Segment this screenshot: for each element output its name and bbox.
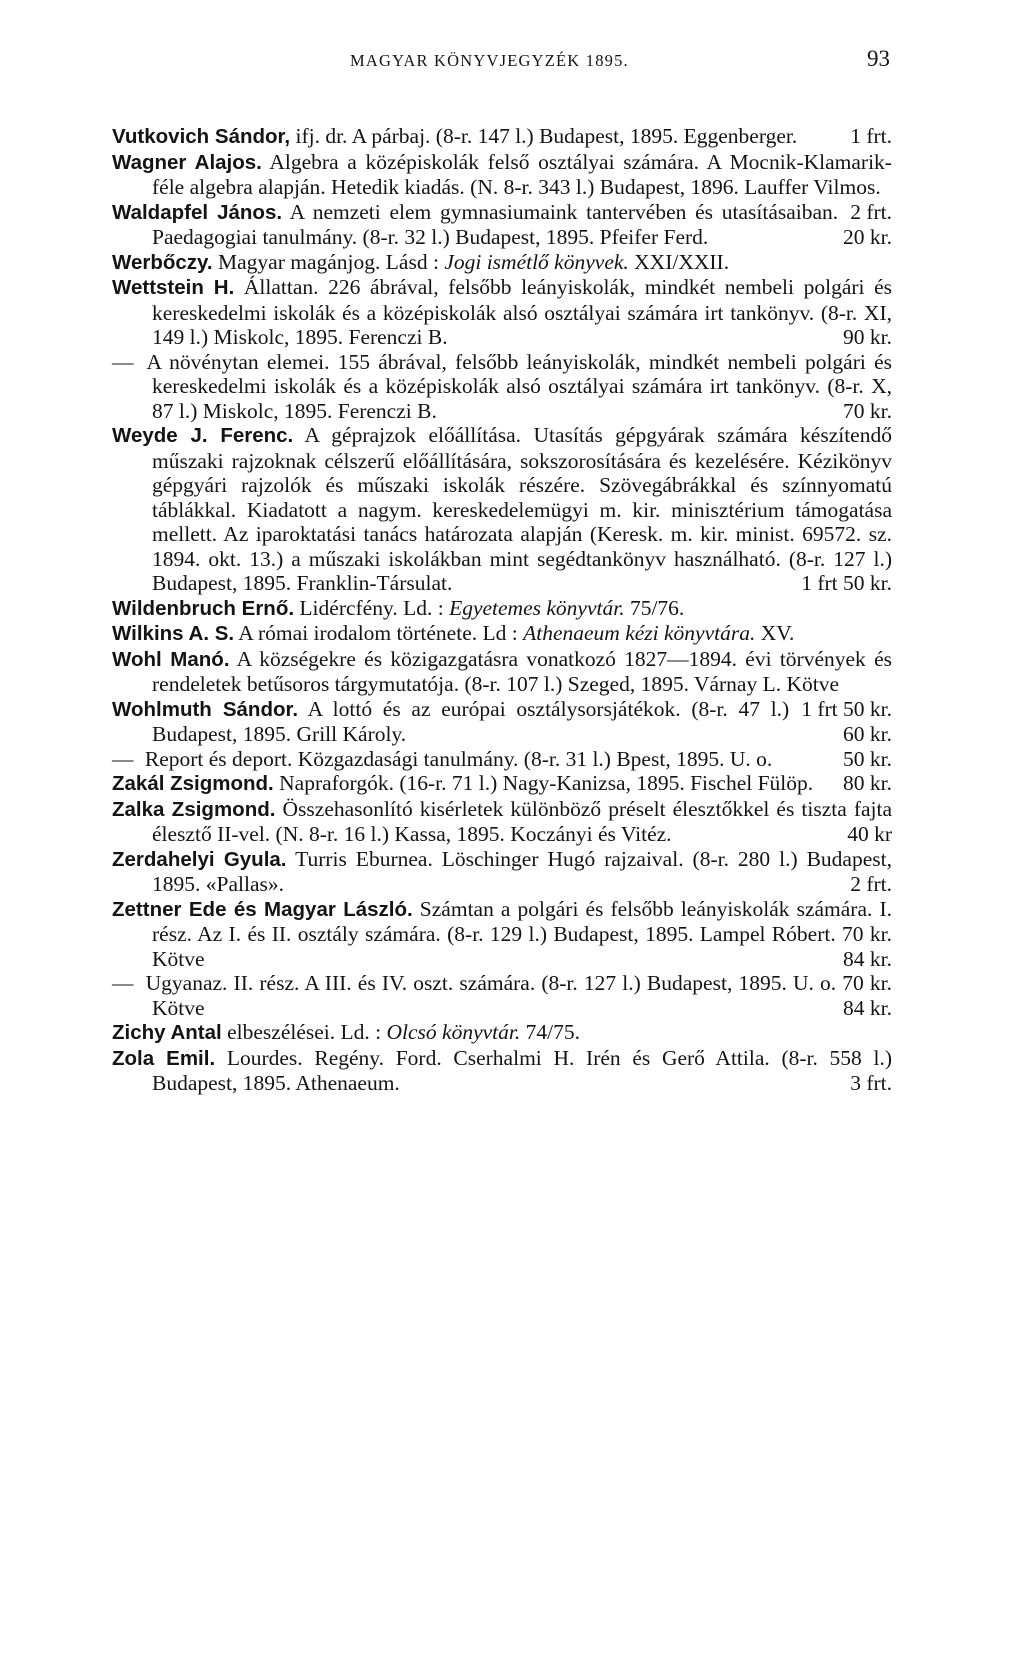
entry-price: 1 frt 50 kr. (801, 696, 892, 721)
entry-text-after: 74/75. (525, 1020, 580, 1044)
entry-price: 1 frt 50 kr. (801, 571, 892, 595)
entry-author: Zakál Zsigmond. (112, 772, 274, 795)
entry-text: Magyar magánjog. Lásd : (218, 249, 439, 274)
entry-dash: — (112, 349, 134, 374)
entry-dash: — (112, 971, 134, 995)
entry-price: 60 kr. (843, 722, 892, 746)
entry-text: Összehasonlító kisérletek különböző préselt élesztőkkel és tiszta fajta élesztő II-vel. (N. 8-r. 16 l.) Kassa, 1895. Koczányi és Vitéz. (152, 796, 893, 846)
entry-dash: — (112, 746, 134, 771)
catalogue-entry (112, 971, 892, 1020)
catalogue-entry (112, 897, 892, 972)
entry-text: elbeszélései. Ld. : (227, 1020, 382, 1044)
entry-author: Werbőczy. (112, 250, 213, 274)
entry-author: Zola Emil. (112, 1046, 216, 1070)
entry-text: A római irodalom története. Ld : (238, 621, 518, 645)
catalogue-entry (112, 747, 892, 772)
entry-author: Zettner Ede és Magyar László. (112, 897, 413, 921)
entry-text: Lourdes. Regény. Ford. Cserhalmi H. Irén és Gerő Attila. (8-r. 558 l.) Budapest, 1895. Athenaeum. (152, 1045, 893, 1095)
entry-price: 84 kr. (843, 995, 892, 1020)
entry-text: A géprajzok előállítása. Utasítás gépgyárak számára készítendő műszaki rajzoknak célszerű előállítására, sokszorosítására és kezelésére. Kézikönyv gépgyári rajzolók és műszaki iskolák részére. Szövegábrákkal és színnyomatú táblákkal. Kiadatott a nagym. kereskedelemügyi m. kir. minisztérium támogatása mellett. Az iparoktatási tanács határozata alapján (Keresk. m. kir. minist. 69572. sz. 1894. okt. 13.) a műszaki iskolákban mint segédtankönyv használható. (8-r. 127 l.) Budapest, 1895. Franklin-Társulat. (152, 423, 892, 595)
catalogue-entry (112, 596, 892, 622)
catalogue-entry (112, 350, 892, 424)
entry-price: 40 kr (847, 822, 892, 846)
entry-text: Napraforgók. (16-r. 71 l.) Nagy-Kanizsa, 1895. Fischel Fülöp. (279, 771, 814, 795)
entry-price: 90 kr. (843, 325, 892, 349)
catalogue-entry (112, 847, 892, 897)
running-title: MAGYAR KÖNYVJEGYZÉK 1895. (350, 51, 629, 70)
catalogue-entry (112, 200, 892, 250)
catalogue-entry (112, 621, 892, 647)
entry-text: Report és deport. Közgazdasági tanulmány. (8-r. 31 l.) Bpest, 1895. U. o. (144, 746, 773, 771)
catalogue-entries (112, 124, 892, 1096)
entry-price: 3 frt. (850, 1071, 892, 1095)
entry-author: Weyde J. Ferenc. (112, 424, 294, 447)
entry-series: Athenaeum kézi könyvtára. (523, 621, 756, 645)
entry-price: 20 kr. (843, 225, 892, 249)
entry-author: Vutkovich Sándor, (112, 125, 291, 148)
entry-author: Zichy Antal (112, 1021, 222, 1044)
catalogue-entry (112, 697, 892, 747)
entry-author: Zalka Zsigmond. (112, 797, 276, 821)
entry-text: A lottó és az európai osztálysorsjátékok. (8-r. 47 l.) Budapest, 1895. Grill Károly. (152, 696, 790, 746)
catalogue-entry (112, 423, 892, 596)
entry-series: Olcsó könyvtár. (386, 1020, 521, 1044)
page-header (350, 46, 890, 72)
entry-text-after: XV. (760, 621, 795, 645)
entry-text-after: 75/76. (629, 595, 685, 620)
entry-text-after: XXI/XXII. (634, 249, 730, 274)
entry-price: 70 kr. (843, 398, 892, 423)
entry-price: 84 kr. (843, 946, 892, 971)
entry-author: Wohl Manó. (112, 647, 230, 671)
entry-text: Állattan. 226 ábrával, felsőbb leányiskolák, mindkét nembeli polgári és kereskedelmi iskolák és a középiskolák alsó osztályai számára irt tankönyv. (8-r. XI, 149 l.) Miskolc, 1895. Ferenczi B. (152, 275, 892, 349)
entry-price: 1 frt. (850, 124, 892, 148)
entry-text: Ugyanaz. II. rész. A III. és IV. oszt. számára. (8-r. 127 l.) Budapest, 1895. U. o. 70 kr. Kötve (145, 971, 892, 1020)
entry-text: ifj. dr. A párbaj. (8-r. 147 l.) Budapest, 1895. Eggenberger. (295, 124, 798, 148)
entry-text: A községekre és közigazgatásra vonatkozó 1827—1894. évi törvények és rendeletek betűsoros tárgymutatója. (8-r. 107 l.) Szeged, 1895. Várnay L. Kötve (152, 646, 892, 696)
entry-text: Algebra a középiskolák felső osztályai számára. A Mocnik-Klamarik-féle algebra alapján. Hetedik kiadás. (N. 8-r. 343 l.) Budapest, 1896. Lauffer Vilmos. (152, 149, 892, 199)
catalogue-entry (112, 250, 892, 276)
entry-author: Wohlmuth Sándor. (112, 697, 299, 721)
entry-series: Jogi ismétlő könyvek. (444, 249, 629, 274)
catalogue-entry (112, 771, 892, 797)
entry-author: Wilkins A. S. (112, 622, 235, 645)
entry-author: Wagner Alajos. (112, 150, 262, 174)
entry-price: 2 frt. (850, 199, 892, 224)
entry-price: 50 kr. (843, 746, 892, 771)
entry-author: Zerdahelyi Gyula. (112, 847, 287, 871)
entry-text: A nemzeti elem gymnasiumaink tantervében és utasításaiban. Paedagogiai tanulmány. (8-r. 32 l.) Budapest, 1895. Pfeifer Ferd. (152, 199, 839, 249)
entry-text: Turris Eburnea. Löschinger Hugó rajzaival. (8-r. 280 l.) Budapest, 1895. «Pallas». (152, 846, 892, 896)
entry-author: Wettstein H. (112, 276, 235, 299)
entry-author: Wildenbruch Ernő. (112, 596, 295, 620)
entry-text: A növénytan elemei. 155 ábrával, felsőbb leányiskolák, mindkét nembeli polgári és kereskedelmi iskolák és a középiskolák alsó osztályai számára irt tankönyv. (8-r. X, 87 l.) Miskolc, 1895. Ferenczi B. (146, 349, 892, 423)
catalogue-entry (112, 1046, 892, 1096)
entry-text: Lidércfény. Ld. : (299, 595, 444, 620)
entry-text: Számtan a polgári és felsőbb leányiskolák számára. I. rész. Az I. és II. osztály számára. (8-r. 129 l.) Budapest, 1895. Lampel Róbert. 70 kr. Kötve (152, 896, 892, 971)
catalogue-entry (112, 275, 892, 350)
entry-author: Waldapfel János. (112, 200, 283, 224)
entry-price: 2 frt. (850, 872, 892, 896)
catalogue-entry (112, 797, 892, 847)
entry-series: Egyetemes könyvtár. (449, 595, 625, 620)
page-number: 93 (867, 46, 890, 71)
catalogue-entry (112, 124, 892, 150)
catalogue-entry (112, 1020, 892, 1046)
entry-price: 80 kr. (843, 771, 892, 795)
